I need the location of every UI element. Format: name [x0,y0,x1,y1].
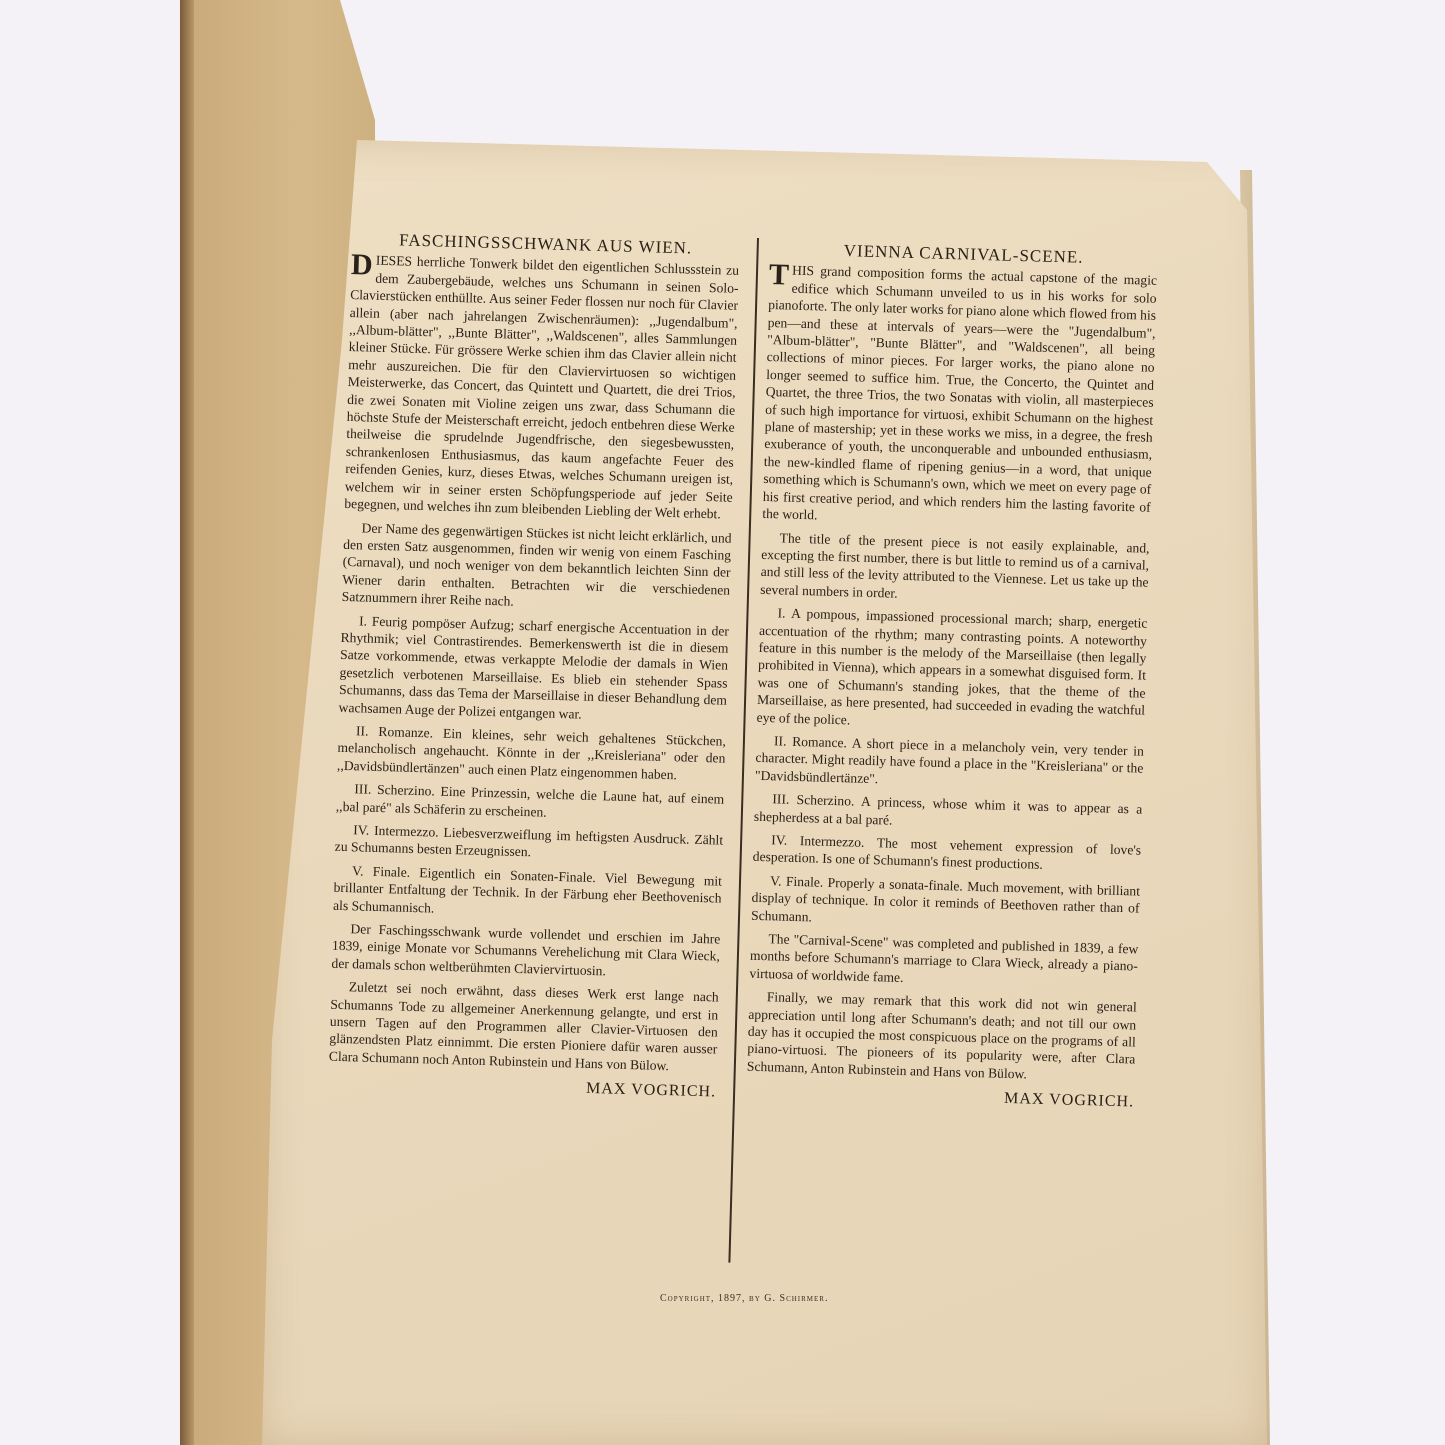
english-paragraph-2: The title of the present piece is not easily explainable, and, excepting the first number, there is but little to remind us of a carnival, and still less of the levity attributed to the Viennese. Let us take up the several numbers in order. [760,529,1150,601]
english-title: VIENNA CARNIVAL-SCENE. [843,241,1084,267]
english-paragraph-6: IV. Intermezzo. The most vehement expression of love's desperation. Is one of Schumann's finest productions. [752,832,1142,873]
german-paragraph-1: DIESES herrliche Tonwerk bildet den eigentlichen Schlussstein zu dem Zaubergebäude, welches uns Schumann in seinen Solo-Clavierstücken enthüllte. Aus seiner Feder flossen nur noch für Clavier allein (aber nach jahrelangen Zwischenräumen): ,,Jugendalbum", ,,Album-blätter", ,,Bunte Blätter", ,,Waldscenen", alles Sammlungen kleiner Stücke. Für grössere Werke schien ihm das Clavier allein nicht mehr auszureichen. Die für den Claviervirtuosen so wichtigen Meisterwerke, das Concert, das Quintett und Quartett, die drei Trios, die zwei Sonaten mit Violine zeigen uns zwar, dass Schumann die höchste Stufe der Meisterschaft erreicht, jedoch entbehren diese Werke theilweise die sprudelnde Jugendfrische, den siegesbewussten, schrankenlosen Enthusiasmus, das kaum angefachte Feuer des reifenden Genies, kurz, dieses Etwas, welches Schumann ureigen ist, welchem wir in seiner ersten Schöpfungsperiode auf jeder Seite begegnen, und welches ihn zum bleibenden Liebling der Welt erhebt. [344,248,740,522]
spine-shadow [180,0,194,1445]
english-paragraph-5: III. Scherzino. A princess, whose whim it was to appear as a shepherdess at a bal paré. [753,791,1143,828]
german-paragraph-9: Zuletzt sei noch erwähnt, dass dieses Werk erst lange nach Schumanns Tode zu allgemeiner Anerkennung gelangte, und erst in unsern Tagen auf den Programmen aller Clavier-Virtuosen den glänzendsten Platz einnimmt. Die ersten Pioniere dafür waren ausser Clara Schumann noch Anton Rubinstein und Hans von Bülow. [328,979,719,1074]
english-paragraph-9: Finally, we may remark that this work did not win general appreciation until long after Schumann's death; and not till our own day has it occupied the most conspicuous place on the programs of all piano-virtuosi. The pioneers of its popularity were, after Clara Schumann, Anton Rubinstein and Hans von Bülow. [746,989,1137,1082]
german-paragraph-6: IV. Intermezzo. Liebesverzweiflung im heftigsten Ausdruck. Zählt zu Schumanns besten Erzeugnissen. [334,822,724,860]
english-column [746,240,1158,1117]
german-title: FASCHINGSSCHWANK AUS WIEN. [398,230,693,258]
german-paragraph-2: Der Name des gegenwärtigen Stückes ist nicht leicht erklärlich, und den ersten Satz ausgenommen, finden wir wenig von einem Fasching (Carnaval), und noch weniger von dem bekanntlich leichten Sinn der Wiener darin enthalten. Betrachten wir die verschiedenen Satznummern ihrer Reihe nach. [341,519,732,609]
english-paragraph-7: V. Finale. Properly a sonata-finale. Much movement, with brilliant display of technique. In color it reminds of Beethoven rather than of Schumann. [750,873,1141,925]
copyright-line: Copyright, 1897, by G. Schirmer. [660,1293,829,1304]
german-dropcap: D [350,248,374,282]
english-signature: MAX VOGRICH. [1003,1090,1135,1111]
german-signature: MAX VOGRICH. [585,1080,717,1101]
german-paragraph-5: III. Scherzino. Eine Prinzessin, welche die Laune hat, auf einem ,,bal paré" als Schäferin zu erscheinen. [335,781,725,820]
german-column [328,230,740,1107]
english-paragraph-8: The "Carnival-Scene" was completed and published in 1839, a few months before Schumann's marriage to Clara Wieck, already a piano-virtuosa of worldwide fame. [749,931,1139,985]
german-paragraph-4: II. Romanze. Ein kleines, sehr weich gehaltenes Stückchen, melancholisch angehaucht. Könnte in der ,,Kreisleriana" oder den ,,Davidsbündlertänzen" auch einen Platz eingenommen haben. [336,723,727,783]
german-paragraph-7: V. Finale. Eigentlich ein Sonaten-Finale. Viel Bewegung mit brillanter Entfaltung der Technik. In der Färbung eher Beethovenisch als Schumannisch. [332,863,723,916]
english-paragraph-3: I. A pompous, impassioned processional march; sharp, energetic accentuation of the rhythm; many contrasting points. A noteworthy feature in this number is the melody of the Marseillaise (then legally prohibited in Vienna), which appears in a somewhat disguised form. It was one of Schumann's standing jokes, that the theme of the Marseillaise, as here presented, had succeeded in evading the watchful eye of the police. [756,605,1148,727]
english-dropcap: T [768,258,790,292]
english-paragraph-4: II. Romance. A short piece in a melancholy vein, very tender in character. Might readily have found a place in the "Kreisleriana" or the "Davidsbündlertänze". [754,733,1145,787]
german-paragraph-8: Der Faschingsschwank wurde vollendet und erschien im Jahre 1839, einige Monate vor Schumanns Verehelichung mit Clara Wieck, der damals schon weltberühmten Claviervirtuosin. [331,921,721,979]
english-paragraph-1: THIS grand composition forms the actual capstone of the magic edifice which Schumann unveiled to us in his works for solo pianoforte. The only later works for piano alone which flowed from his pen—and these at intervals of years—were the "Jugendalbum", "Album-blätter", "Bunte Blätter", and "Waldscenen", all being collections of minor pieces. For larger works, the piano alone no longer seemed to suffice him. True, the Concerto, the Quintet and Quartet, the three Trios, the two Sonatas with violin, all masterpieces of such high importance for virtuosi, exhibit Schumann on the highest plane of mastership; yet in these works we miss, in a degree, the fresh exuberance of youth, the unconquerable and unbounded enthusiasm, the new-kindled flame of ripening genius—in a word, that unique something which is Schumann's own, which we meet on every page of his first creative period, and which renders him the lasting favorite of the world. [762,258,1158,523]
german-paragraph-3: I. Feurig pompöser Aufzug; scharf energische Accentuation in der Rhythmik; viel Contrastirendes. Bemerkenswerth ist die in diesem Satze vorkommende, etwas verkappte Melodie der damals in Wien gesetzlich verbotenen Marseillaise. Es blieb ein stehender Spass Schumanns, dass das Tema der Marseillaise in dieser Behandlung dem wachsamen Auge der Polizei entgangen war. [338,612,730,722]
